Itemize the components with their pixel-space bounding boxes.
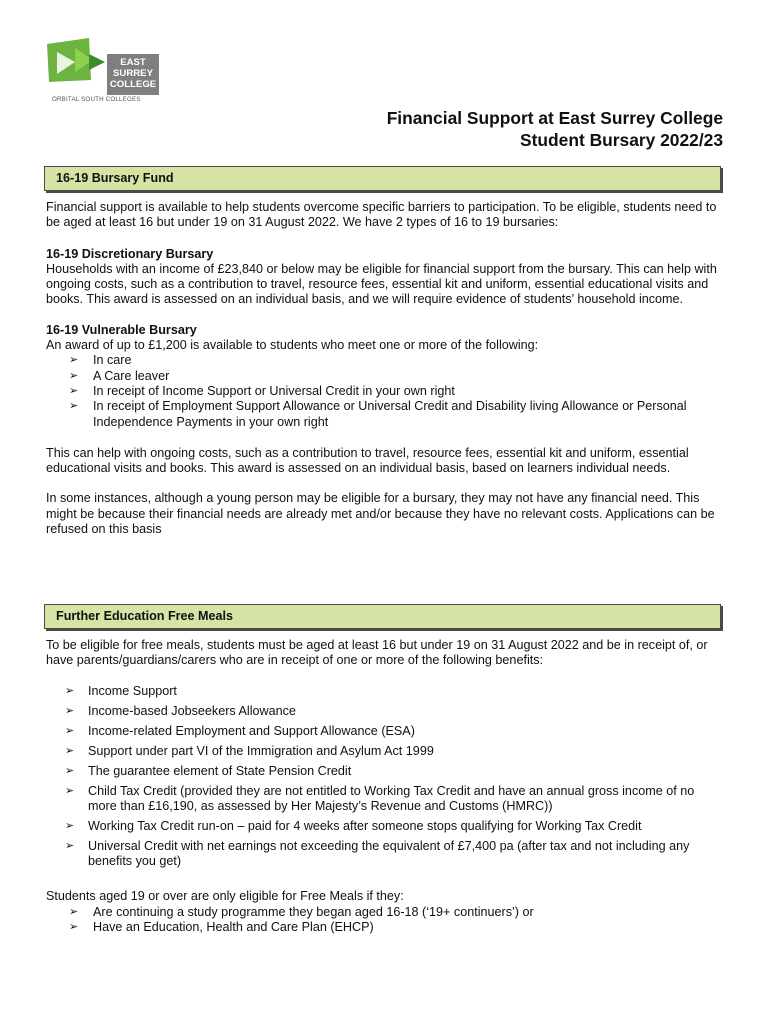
instances-text: In some instances, although a young person may be eligible for a bursary, they may not have any financial need. This might be because their financial needs are already met and/or because they have no relevant costs. Applications can be refused on this basis <box>46 491 715 537</box>
meals-intro: To be eligible for free meals, students must be aged at least 16 but under 19 on 31 August 2022 and be in receipt of, or have parents/guardians/carers who are in receipt of one or more of the following benefits: <box>46 638 708 668</box>
meals-section-body <box>46 638 726 935</box>
arrow-bullet-icon: ➢ <box>65 724 75 737</box>
bursary-section-heading: 16-19 Bursary Fund <box>44 166 721 191</box>
arrow-bullet-icon: ➢ <box>69 905 79 918</box>
over19-list <box>46 905 726 936</box>
logo-tagline: ORBITAL SOUTH COLLEGES <box>52 96 141 103</box>
list-item: ➢ Income-based Jobseekers Allowance <box>65 703 296 718</box>
list-item: ➢ Are continuing a study programme they began aged 16-18 (‘19+ continuers’) or <box>69 904 534 919</box>
logo-line-2: SURREY <box>113 68 153 79</box>
benefits-list <box>46 684 726 870</box>
list-item: ➢ Child Tax Credit (provided they are not entitled to Working Tax Credit and have an annual gross income of no more than £16,190, as assessed by Her Majesty’s Revenue and Customs (HMRC)) <box>65 783 695 813</box>
arrow-bullet-icon: ➢ <box>65 764 75 777</box>
list-item: ➢ A Care leaver <box>69 368 170 383</box>
list-item: ➢ Income Support <box>65 683 177 698</box>
discretionary-title: 16-19 Discretionary Bursary <box>46 246 214 261</box>
arrow-bullet-icon: ➢ <box>69 400 79 413</box>
list-item: ➢ The guarantee element of State Pension Credit <box>65 763 352 778</box>
document-title <box>387 107 723 151</box>
logo-mark-icon <box>45 38 107 96</box>
list-item: ➢ Income-related Employment and Support Allowance (ESA) <box>65 723 415 738</box>
logo-line-1: EAST <box>120 57 146 68</box>
arrow-bullet-icon: ➢ <box>65 684 75 697</box>
arrow-bullet-icon: ➢ <box>69 369 79 382</box>
over19-lead: Students aged 19 or over are only eligible for Free Meals if they: <box>46 889 404 904</box>
arrow-bullet-icon: ➢ <box>69 384 79 397</box>
list-item: ➢ Working Tax Credit run-on – paid for 4 weeks after someone stops qualifying for Working Tax Credit <box>65 818 642 833</box>
list-item: ➢ Universal Credit with net earnings not exceeding the equivalent of £7,400 pa (after tax and not including any benefits you get) <box>65 838 690 869</box>
list-item: ➢ Have an Education, Health and Care Plan (EHCP) <box>69 919 374 934</box>
arrow-bullet-icon: ➢ <box>65 819 75 832</box>
list-item: ➢ In care <box>69 353 132 368</box>
arrow-bullet-icon: ➢ <box>65 839 75 852</box>
meals-section-heading: Further Education Free Meals <box>44 604 721 629</box>
arrow-bullet-icon: ➢ <box>65 704 75 717</box>
logo-wordmark <box>107 54 159 95</box>
college-logo <box>45 38 163 108</box>
title-line-1: Financial Support at East Surrey College <box>386 108 723 128</box>
arrow-bullet-icon: ➢ <box>65 784 75 797</box>
discretionary-text: Households with an income of £23,840 or below may be eligible for financial support from the bursary. This can help with ongoing costs, such as a contribution to travel, resource fees, essential kit and uniform, essential educational visits and books. This award is assessed on an individual basis, and we will require evidence of students’ household income. <box>46 261 717 307</box>
list-item: ➢ In receipt of Employment Support Allowance or Universal Credit and Disability living Allowance or Personal Independence Payments in your own right <box>69 399 687 429</box>
vulnerable-title: 16-19 Vulnerable Bursary <box>46 322 197 337</box>
bursary-section-body <box>46 200 726 537</box>
logo-line-3: COLLEGE <box>109 79 157 90</box>
arrow-bullet-icon: ➢ <box>69 920 79 933</box>
arrow-bullet-icon: ➢ <box>69 354 79 367</box>
vulnerable-lead: An award of up to £1,200 is available to students who meet one or more of the following: <box>46 338 539 353</box>
bursary-intro: Financial support is available to help students overcome specific barriers to participation. To be eligible, students need to be aged at least 16 but under 19 on 31 August 2022. We have 2 types of 16 to 19 bursaries: <box>46 200 717 230</box>
arrow-bullet-icon: ➢ <box>65 744 75 757</box>
costs-text: This can help with ongoing costs, such as a contribution to travel, resource fees, essential kit and uniform, essential educational visits and books. This award is assessed on an individual basis, based on learners individual needs. <box>46 445 689 476</box>
vulnerable-criteria-list <box>46 353 726 429</box>
list-item: ➢ Support under part VI of the Immigration and Asylum Act 1999 <box>65 743 434 758</box>
list-item: ➢ In receipt of Income Support or Universal Credit in your own right <box>69 383 455 398</box>
title-line-2: Student Bursary 2022/23 <box>520 130 723 150</box>
